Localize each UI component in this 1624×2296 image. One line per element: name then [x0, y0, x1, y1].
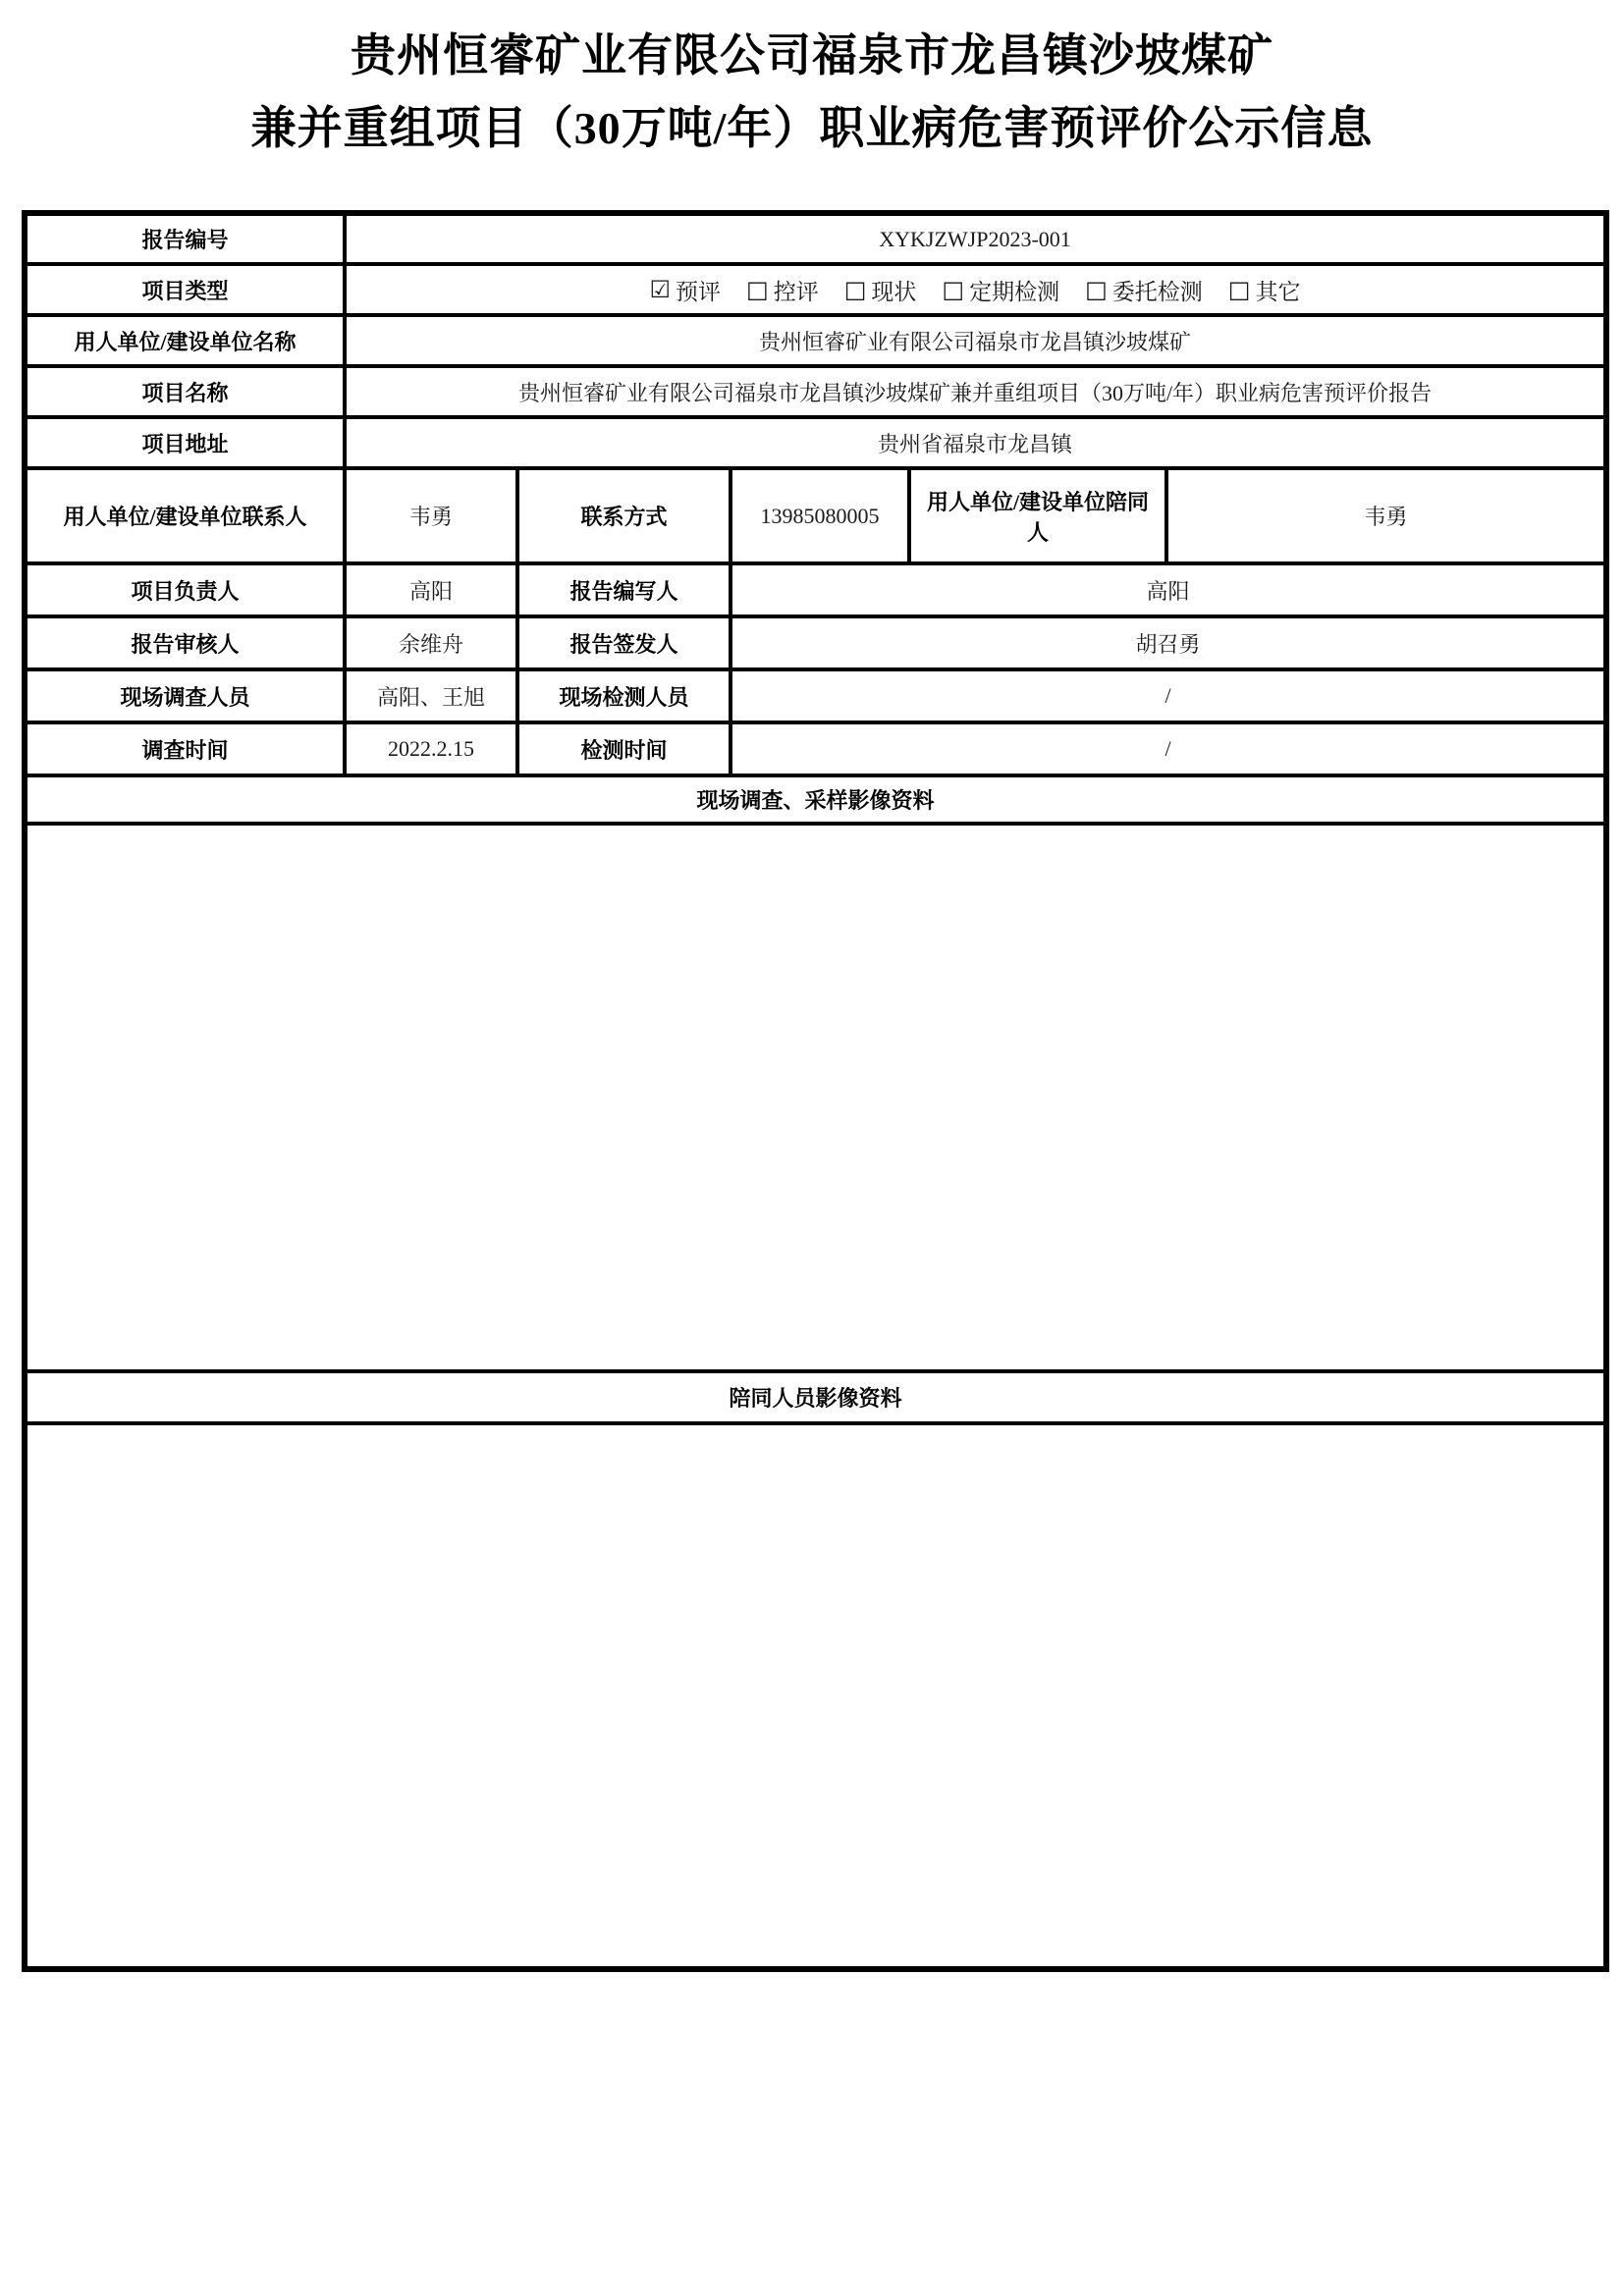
option-kongping: [746, 274, 819, 306]
test-time-label: 检测时间: [517, 722, 731, 775]
test-time-value: /: [731, 722, 1606, 775]
project-address-label: 项目地址: [25, 417, 345, 468]
site-survey-image-area: [25, 824, 1606, 1371]
section1-image-area-row: [25, 824, 1606, 1371]
project-name-label: 项目名称: [25, 366, 345, 417]
unchecked-checkbox-icon: □: [1085, 276, 1108, 303]
phone-value: 13985080005: [731, 468, 909, 563]
site-test-value: /: [731, 669, 1606, 722]
time-row: [25, 722, 1606, 775]
project-type-options: [345, 264, 1606, 315]
employer-value: 贵州恒睿矿业有限公司福泉市龙昌镇沙坡煤矿: [345, 315, 1606, 366]
project-name-value: 贵州恒睿矿业有限公司福泉市龙昌镇沙坡煤矿兼并重组项目（30万吨/年）职业病危害预评价报告: [345, 366, 1606, 417]
escort-image-area: [25, 1423, 1606, 1969]
writer-value: 高阳: [731, 563, 1606, 616]
leader-row: [25, 563, 1606, 616]
survey-time-value: 2022.2.15: [345, 722, 517, 775]
contact-label: 用人单位/建设单位联系人: [25, 468, 345, 563]
option-label: 定期检测: [969, 279, 1060, 304]
unchecked-checkbox-icon: □: [1227, 276, 1251, 303]
page-title-line1: 贵州恒睿矿业有限公司福泉市龙昌镇沙坡煤矿: [351, 30, 1273, 80]
survey-row: [25, 669, 1606, 722]
unchecked-checkbox-icon: □: [746, 276, 769, 303]
site-test-label: 现场检测人员: [517, 669, 731, 722]
section2-header-row: [25, 1371, 1606, 1423]
option-dingqi: [942, 274, 1059, 306]
checkbox-group: [650, 274, 1301, 306]
option-qita: [1228, 274, 1301, 306]
reviewer-value: 余维舟: [345, 616, 517, 669]
survey-label: 现场调查人员: [25, 669, 345, 722]
project-type-label: 项目类型: [25, 264, 345, 315]
employer-label: 用人单位/建设单位名称: [25, 315, 345, 366]
leader-value: 高阳: [345, 563, 517, 616]
escort-label: 用人单位/建设单位陪同人: [909, 468, 1166, 563]
survey-time-label: 调查时间: [25, 722, 345, 775]
survey-value: 高阳、王旭: [345, 669, 517, 722]
contact-row: [25, 468, 1606, 563]
page-title-line2: 兼并重组项目（30万吨/年）职业病危害预评价公示信息: [250, 103, 1374, 153]
section2-image-area-row: [25, 1423, 1606, 1969]
option-xianzhuang: [844, 274, 917, 306]
escort-value: 韦勇: [1166, 468, 1606, 563]
project-type-row: [25, 264, 1606, 315]
phone-label: 联系方式: [517, 468, 731, 563]
issuer-label: 报告签发人: [517, 616, 731, 669]
report-no-label: 报告编号: [25, 213, 345, 264]
contact-value: 韦勇: [345, 468, 517, 563]
leader-label: 项目负责人: [25, 563, 345, 616]
section2-title: 陪同人员影像资料: [25, 1371, 1606, 1423]
option-label: 控评: [773, 279, 819, 304]
checked-checkbox-icon: ☑: [649, 276, 672, 303]
employer-row: [25, 315, 1606, 366]
option-label: 现状: [871, 279, 917, 304]
report-no-value: XYKJZWJP2023-001: [345, 213, 1606, 264]
review-row: [25, 616, 1606, 669]
option-weituo: [1085, 274, 1203, 306]
issuer-value: 胡召勇: [731, 616, 1606, 669]
project-address-row: [25, 417, 1606, 468]
project-address-value: 贵州省福泉市龙昌镇: [345, 417, 1606, 468]
section1-header-row: [25, 775, 1606, 824]
section1-title: 现场调查、采样影像资料: [25, 775, 1606, 824]
reviewer-label: 报告审核人: [25, 616, 345, 669]
unchecked-checkbox-icon: □: [942, 276, 965, 303]
project-name-row: [25, 366, 1606, 417]
writer-label: 报告编写人: [517, 563, 731, 616]
option-label: 其它: [1255, 279, 1301, 304]
info-table: [22, 210, 1609, 1972]
unchecked-checkbox-icon: □: [843, 276, 867, 303]
report-no-row: [25, 213, 1606, 264]
option-label: 预评: [676, 279, 722, 304]
option-preping: [650, 274, 722, 306]
option-label: 委托检测: [1111, 279, 1203, 304]
